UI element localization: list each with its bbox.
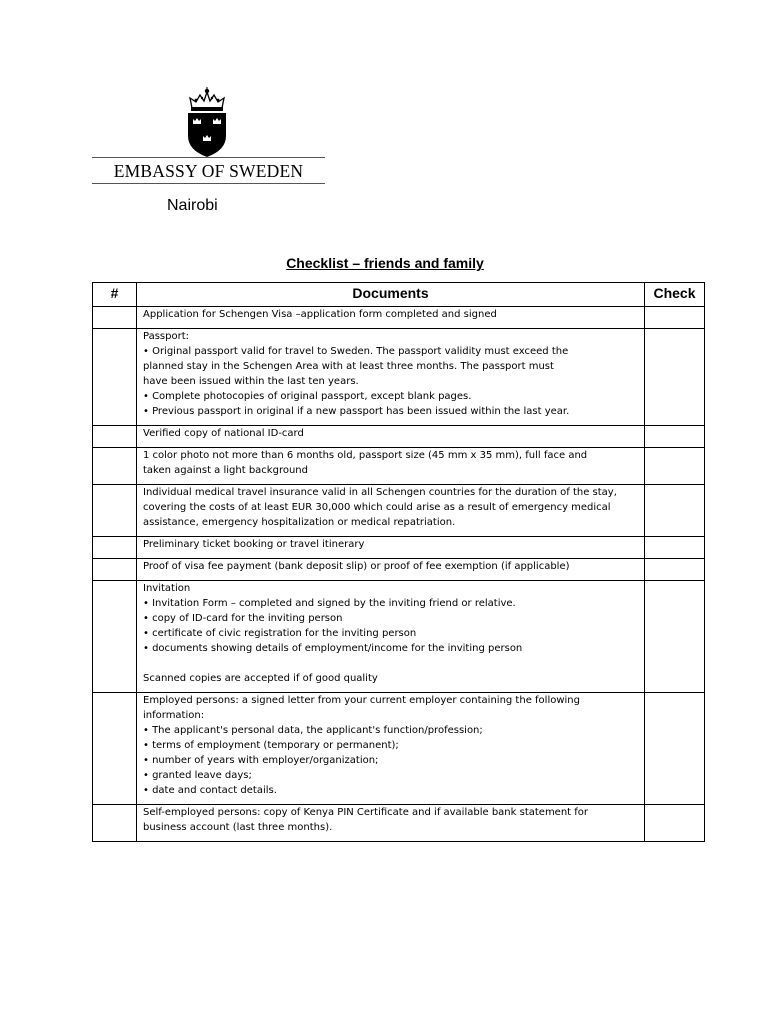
check-cell[interactable] (645, 426, 705, 448)
check-cell[interactable] (645, 537, 705, 559)
document-cell (137, 581, 645, 693)
embassy-name: EMBASSY OF SWEDEN (113, 161, 304, 181)
document-line: information: (143, 710, 205, 721)
check-cell[interactable] (645, 329, 705, 426)
document-cell (137, 426, 645, 448)
header-rule-top (92, 157, 325, 158)
column-header-documents: Documents (137, 283, 645, 307)
document-line: Scanned copies are accepted if of good quality (143, 673, 378, 684)
column-header-number: # (93, 283, 137, 307)
document-line: Proof of visa fee payment (bank deposit slip) or proof of fee exemption (if applicable) (143, 561, 570, 572)
document-cell (137, 329, 645, 426)
document-line: Preliminary ticket booking or travel itinerary (143, 539, 365, 550)
document-line: Employed persons: a signed letter from your current employer containing the following (143, 695, 580, 706)
table-row (93, 307, 705, 329)
document-line: Self-employed persons: copy of Kenya PIN Certificate and if available bank statement for (143, 807, 589, 818)
row-number-cell (93, 329, 137, 426)
document-cell (137, 485, 645, 537)
row-number-cell (93, 307, 137, 329)
table-header-row (93, 283, 705, 307)
document-line: • copy of ID-card for the inviting person (143, 613, 343, 624)
document-line: Application for Schengen Visa –application form completed and signed (143, 309, 497, 320)
document-line: • terms of employment (temporary or permanent); (143, 740, 399, 751)
swedish-coat-of-arms-icon (182, 86, 232, 158)
document-line: • Previous passport in original if a new passport has been issued within the last year. (143, 406, 570, 417)
document-line: • documents showing details of employment/income for the inviting person (143, 643, 523, 654)
table-row (93, 537, 705, 559)
document-line: Passport: (143, 331, 189, 342)
table-row (93, 485, 705, 537)
document-line: • granted leave days; (143, 770, 252, 781)
table-row (93, 693, 705, 805)
table-row (93, 329, 705, 426)
document-line: • date and contact details. (143, 785, 277, 796)
document-line: assistance, emergency hospitalization or medical repatriation. (143, 517, 456, 528)
table-row (93, 426, 705, 448)
row-number-cell (93, 805, 137, 842)
document-line: • number of years with employer/organization; (143, 755, 379, 766)
document-line: Verified copy of national ID-card (143, 428, 304, 439)
checklist-table (92, 282, 705, 842)
document-cell (137, 448, 645, 485)
document-line: • certificate of civic registration for the inviting person (143, 628, 417, 639)
document-line: taken against a light background (143, 465, 308, 476)
table-row (93, 805, 705, 842)
check-cell[interactable] (645, 693, 705, 805)
document-cell (137, 693, 645, 805)
row-number-cell (93, 448, 137, 485)
line-gap (143, 656, 640, 671)
check-cell[interactable] (645, 307, 705, 329)
document-cell (137, 537, 645, 559)
table-row (93, 448, 705, 485)
table-row (93, 581, 705, 693)
row-number-cell (93, 693, 137, 805)
document-line: 1 color photo not more than 6 months old, passport size (45 mm x 35 mm), full face and (143, 450, 588, 461)
row-number-cell (93, 559, 137, 581)
check-cell[interactable] (645, 559, 705, 581)
row-number-cell (93, 485, 137, 537)
row-number-cell (93, 426, 137, 448)
document-line: planned stay in the Schengen Area with at least three months. The passport must (143, 361, 554, 372)
document-line: Individual medical travel insurance valid in all Schengen countries for the duration of the stay, (143, 487, 617, 498)
document-line: • Complete photocopies of original passport, except blank pages. (143, 391, 472, 402)
check-cell[interactable] (645, 581, 705, 693)
check-cell[interactable] (645, 485, 705, 537)
document-line: • Original passport valid for travel to Sweden. The passport validity must exceed the (143, 346, 569, 357)
table-row (93, 559, 705, 581)
document-line: Invitation (143, 583, 191, 594)
check-cell[interactable] (645, 448, 705, 485)
column-header-check: Check (645, 283, 705, 307)
document-line: covering the costs of at least EUR 30,000 which could arise as a result of emergency medical (143, 502, 611, 513)
document-cell (137, 559, 645, 581)
document-cell (137, 307, 645, 329)
row-number-cell (93, 537, 137, 559)
header-rule-bottom (92, 183, 325, 184)
document-line: • Invitation Form – completed and signed by the inviting friend or relative. (143, 598, 516, 609)
city-name: Nairobi (167, 197, 218, 214)
check-cell[interactable] (645, 805, 705, 842)
document-title: Checklist – friends and family (286, 255, 484, 271)
document-line: • The applicant's personal data, the applicant's function/profession; (143, 725, 483, 736)
row-number-cell (93, 581, 137, 693)
document-cell (137, 805, 645, 842)
document-line: have been issued within the last ten years. (143, 376, 359, 387)
document-line: business account (last three months). (143, 822, 333, 833)
